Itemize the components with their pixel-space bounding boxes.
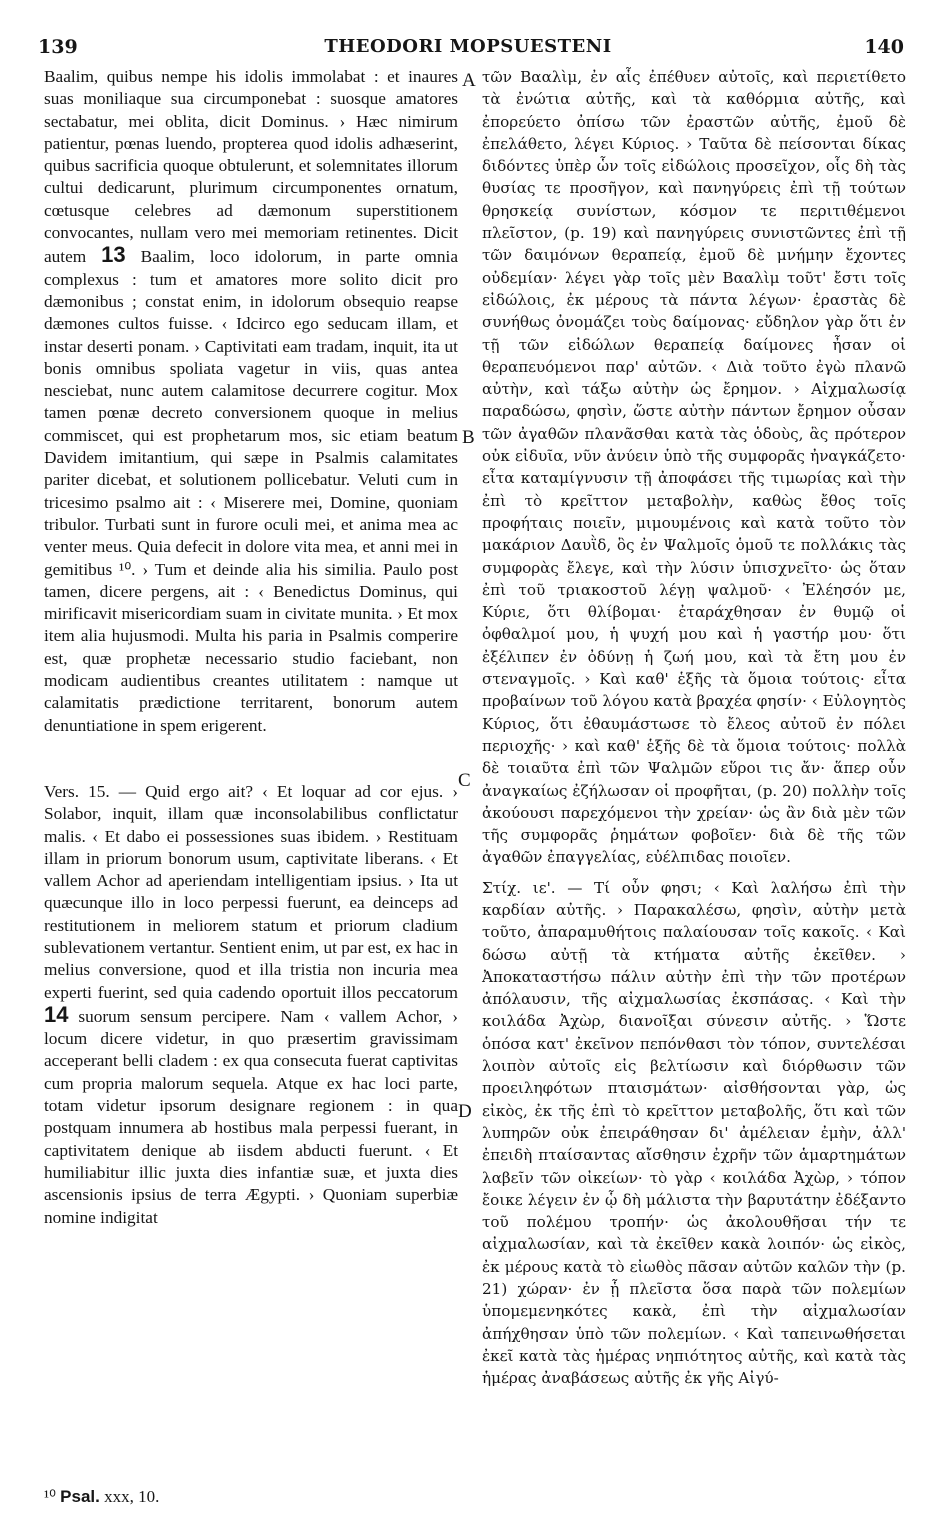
folio-marker-13: 13 — [101, 242, 126, 268]
running-title: THEODORI MOPSUESTENI — [324, 36, 612, 57]
right-page-number: 140 — [864, 36, 904, 58]
footnote-number: ¹⁰ — [44, 1487, 56, 1506]
left-page-number: 139 — [38, 36, 78, 58]
footnote-ref: Psal. — [60, 1487, 100, 1506]
folio-marker-14: 14 — [44, 1001, 69, 1027]
latin-text-2b: suorum sensum percipere. Nam ‹ vallem Achor, › locum dicere videtur, in quo præsertim gravissimam acceperant belli cladem : ex qua consecuta fuerat captivitas cum propria malorum sequela. Atque ex hac loci parte, totam videtur ipsorum designare regionem : in qua postquam innumera ab hostibus mala perpessi fuerant, in captivitatem denique ab iisdem abducti fuerunt. ‹ Et humiliabitur illic juxta dies infantiæ suæ, et juxta dies ascensionis ipsius de terra Ægypti. › Quoniam superbiæ nomine indigitat — [44, 1006, 458, 1227]
footnote-text: xxx, 10. — [104, 1487, 160, 1506]
margin-letter-d: D — [458, 1101, 472, 1122]
greek-column — [482, 66, 906, 1390]
latin-paragraph-1 — [44, 66, 458, 737]
latin-text-2a: Vers. 15. — Quid ergo ait? ‹ Et loquar ad cor ejus. › Solabor, inquit, illam quæ inconsolabilibus conflictatur malis. ‹ Et dabo ei possessiones suas ibidem. › Restituam illam in priorum bonorum usum, captivitate liberans. ‹ Et vallem Achor ad aperiendam intelligentiam ipsius. › Ita ut quæcunque illo in loco perpessi fuerunt, ea deinceps ad restitutionem in meliorem statum et priorum cladium sublevationem vertantur. Sentient enim, ut par est, ex hac in melius conversione, quod et illa tristia non incuria mea experti fuerint, sed quia cadendo oportuit illos peccatorum — [44, 781, 458, 1002]
latin-paragraph-2 — [44, 781, 458, 1229]
margin-letter-a: A — [462, 70, 476, 91]
margin-letter-c: C — [458, 770, 471, 791]
greek-paragraph-1: τῶν Βααλὶμ, ἐν αἷς ἐπέθυεν αὐτοῖς, καὶ περιετίθετο τὰ ἐνώτια αὐτῆς, καὶ τὰ καθόρμια αὐτῆς, καὶ ἐπορεύετο ὀπίσω τῶν ἐραστῶν αὐτῆς, ἐμοῦ δὲ ἐπελάθετο, λέγει Κύριος. › Ταῦτα δὲ πείσονται δίκας διδόντες ὑπὲρ ὧν τοῖς εἰδώλοις προσεῖχον, οἷς δὴ τὰς θυσίας τε προσῆγον, καὶ πανηγύρεις ἐπὶ τῇ τούτων θρησκείᾳ συνίστων, κόσμον τε περιτιθέμενοι πλεῖστον, (p. 19) καὶ πανηγύρεις συνιστῶντες ἐπὶ τῇ τῶν δαιμόνων θεραπείᾳ, ἐμοῦ δὲ μνήμην ἔχοντες οὐδεμίαν· λέγει γὰρ τοῖς μὲν Βααλὶμ τοῦτ' ἔστι τοῖς εἰδώλοις, ἐκ μέρους τὰ πάντα λέγων· ἐραστὰς δὲ συνήθως ὀνομάζει τοὺς δαίμονας· εὔδηλον γὰρ ὅτι ἐν τῇ τῶν εἰδώλων θεραπείᾳ δαίμονες ἦσαν οἱ θεραπευόμενοι παρ' αὐτῶν. ‹ Διὰ τοῦτο ἐγὼ πλανῶ αὐτὴν, καὶ τάξω αὐτὴν ὡς ἔρημον. › Αἰχμαλωσίᾳ παραδώσω, φησὶν, ὥστε αὐτὴν πάντων ἔρημον οὖσαν τῶν ἀγαθῶν πλανᾶσθαι κατὰ τὰς ὁδοὺς, ἃς πρότερον οὐκ εἰδυῖα, νῦν ἀνύειν ὑπὸ τῆς συμφορᾶς ἠναγκάζετο· εἶτα καταμίγνυσιν τῇ ἀποφάσει τῆς τιμωρίας καὶ τὴν ἐπὶ τὸ κρεῖττον μεταβολὴν, καθὼς ἔθος τοῖς προφήταις ποιεῖν, μιμουμένοις καὶ κατὰ τοῦτο τὸν μακάριον Δαυῒδ, ὃς ἐν Ψαλμοῖς ὁμοῦ τε πολλάκις τὰς συμφορὰς ἔλεγε, καὶ τὴν λύσιν ὑπισχνεῖτο· ὡς ὅταν ἐπὶ τοῦ τριακοστοῦ λέγῃ ψαλμοῦ· ‹ Ἐλέησόν με, Κύριε, ὅτι θλίβομαι· ἐταράχθησαν ἐν θυμῷ οἱ ὀφθαλμοί μου, ἡ ψυχή μου καὶ ἡ γαστήρ μου· ὅτι ἐξέλιπεν ἐν ὀδύνῃ ἡ ζωή μου, καὶ τὰ ἔτη μου ἐν στεναγμοῖς. › Καὶ καθ' ἑξῆς τὰ ὅμοια τούτοις· εἶτα προβαίνων τοῦ λόγου κατὰ βραχέα φησίν· ‹ Εὐλογητὸς Κύριος, ὅτι ἐθαυμάστωσε τὸ ἔλεος αὐτοῦ ἐν πόλει περιοχῆς· › καὶ καθ' ἑξῆς δὲ τὰ ὅμοια τούτοις· πολλὰ δὲ τοιαῦτα ἐπὶ τῶν Ψαλμῶν εὕροι τις ἄν· ἅπερ οὖν ἀναγκαίως ἐζήλωσαν οἱ προφῆται, (p. 20) πολλὴν τοῖς ἀκούουσι παρεχόμενοι τὴν χρείαν· ὡς ἂν διὰ μὲν τῶν τῆς συμφορᾶς ῥημάτων φοβοῖεν· διὰ δὲ τῆς τῶν ἀγαθῶν ἐπαγγελίας, εὐέλπιδας ποιοῖεν. — [482, 68, 906, 867]
latin-column — [44, 66, 458, 1229]
greek-paragraph-2: Στίχ. ιε'. — Τί οὖν φησι; ‹ Καὶ λαλήσω ἐπὶ τὴν καρδίαν αὐτῆς. › Παρακαλέσω, φησὶν, αὐτὴν μετὰ τοῦτο, ἀπαραμυθήτοις παλαίουσαν τοῖς κακοῖς. ‹ Καὶ δώσω αὐτῇ τὰ κτήματα αὐτῆς ἐκεῖθεν. › Ἀποκαταστήσω πάλιν αὐτὴν ἐπὶ τὴν τῶν προτέρων ἀπόλαυσιν, τῆς αἰχμαλωσίας ἐκσπάσας. ‹ Καὶ τὴν κοιλάδα Ἀχὼρ, διανοῖξαι σύνεσιν αὐτῆς. › Ὥστε ὁπόσα κατ' ἐκεῖνον πεπόνθασι τὸν τόπον, συντελέσαι λοιπὸν αὐτοῖς εἰς βελτίωσιν καὶ διόρθωσιν τῶν προειληφότων πταισμάτων· αἰσθήσονται γὰρ, ὡς εἰκὸς, ἐκ τῆς ἐπὶ τὸ κρεῖττον μεταβολῆς, ὅτι καὶ τῶν λυπηρῶν οὐκ ἐπειράθησαν δι' ἀμέλειαν ἐμὴν, ἀλλ' ἐπειδὴ πταίσαντας αἴσθησιν ἐχρῆν τῶν ἁμαρτημάτων λαβεῖν τῶν οἰκείων· τὸ γὰρ ‹ κοιλάδα Ἀχὼρ, › τόπον ἔοικε λέγειν ἐν ᾧ δὴ μάλιστα τὴν βαρυτάτην ἐδέξαντο τοῦ πολέμου τροπήν· ὡς ἀκολουθῆσαι τήν τε αἰχμαλωσίαν, καὶ τὰ ἐκεῖθεν κακὰ λοιπόν· ὡς εἰκὸς, ἐκ μέρους κατὰ τὸ εἰωθὸς πᾶσαν αὐτῶν καλῶν τὴν (p. 21) χώραν· ἐν ᾗ πλεῖστα ὅσα παρὰ τῶν πολεμίων ὑπομεμενηκότες κακὰ, ἐπὶ τὴν αἰχμαλωσίαν ἀπήχθησαν ὑπὸ τῶν πολεμίων. ‹ Καὶ ταπεινωθήσεται ἐκεῖ κατὰ τὰς ἡμέρας νηπιότητος αὐτῆς, καὶ κατὰ τὰς ἡμέρας ἀναβάσεως αὐτῆς ἐκ γῆς Αἰγύ- — [482, 878, 906, 1388]
footnote — [44, 1487, 159, 1507]
latin-text-1a: Baalim, quibus nempe his idolis immolabat : et inaures suas moniliaque sua circumponebat : suosque amatores sectabatur, mei oblita, dicit Dominus. › Hæc nimirum patientur, pœnas luendo, propterea quod idolis adhæserint, quibus sacrificia quoque obtulerunt, et solemnitates illorum cultui dedicarunt, plurimum circumponentes ornatum, cœtusque celebres ad dæmonum superstitionem convocantes, nullam vero mei memoriam retinentes. Dicit autem — [44, 67, 458, 267]
margin-letter-b: B — [462, 427, 475, 448]
latin-text-1b: Baalim, loco idolorum, in parte omnia complexus : tum et amatores more solito dicit pro dæmonibus ; constat enim, in idolorum obsequio reapse dæmones cultos fuisse. ‹ Idcirco ego seducam illam, et instar deserti ponam. › Captivitati eam tradam, inquit, ita ut bonis omnibus spoliata vagetur in viis, quas antea nesciebat, nunc autem calamitose decurrere cogitur. Mox tamen pœnæ decreto conversionem quoque in melius commiscet, qui est prophetarum mos, sic etiam beatum Davidem imitantium, qui sæpe in Psalmis calamitates pariter dicebat, et solutionem pollicebatur. Veluti cum in tricesimo psalmo ait : ‹ Miserere mei, Domine, quoniam tribulor. Turbati sunt in furore oculi mei, et anima mea ac venter meus. Quia defecit in dolore vita mea, et anni mei in gemitibus ¹⁰. › Tum et deinde alia his similia. Paulo post tamen, dicere pergens, ait : ‹ Benedictus Dominus, qui mirificavit misericordiam suam in civitate munita. › Et mox item alia hujusmodi. Multa his paria in Psalmis comperire est, quæ prophetæ necessario studio faciebant, non modicam audientibus creantes utilitatem : namque ut calamitatis prædictione territarent, bonorum autem denuntiatione in spem erigerent. — [44, 247, 458, 735]
